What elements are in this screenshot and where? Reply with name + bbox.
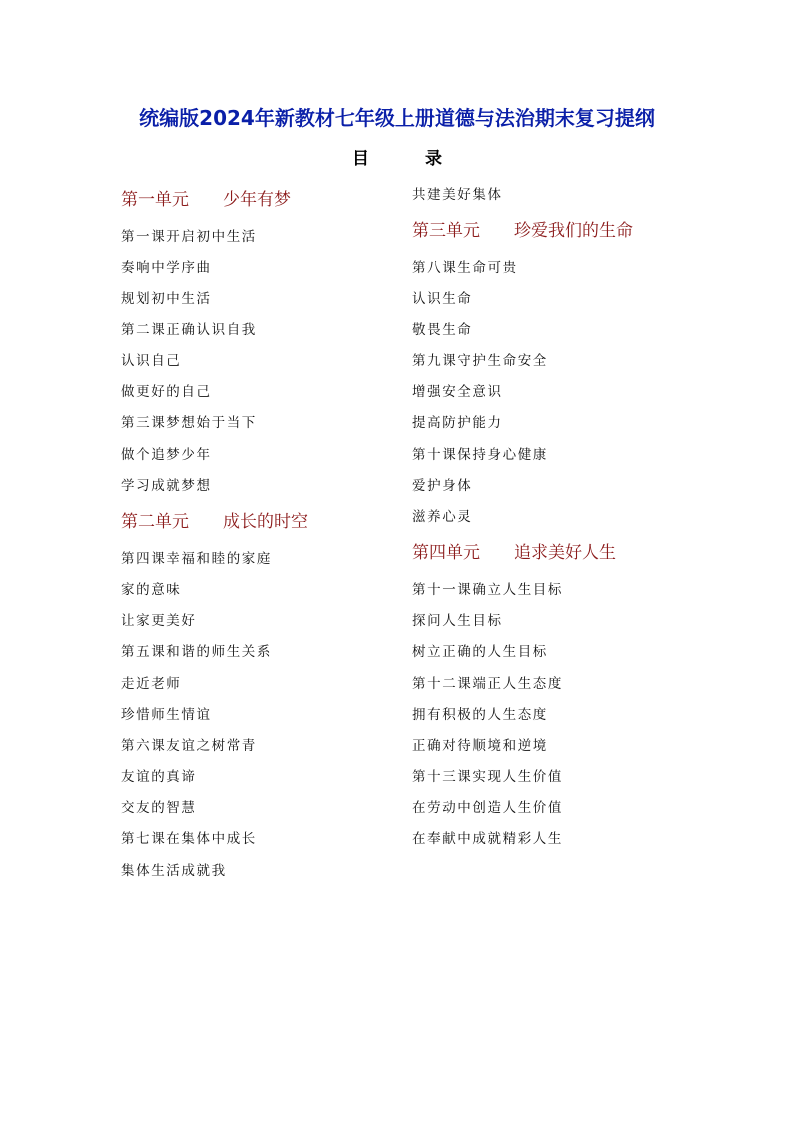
toc-item[interactable]: 探问人生目标 <box>412 613 503 629</box>
toc-item[interactable]: 共建美好集体 <box>412 187 503 203</box>
toc-item[interactable]: 走近老师 <box>121 676 182 692</box>
toc-item[interactable]: 第一课开启初中生活 <box>121 229 257 245</box>
toc-item[interactable]: 在劳动中创造人生价值 <box>412 800 563 816</box>
toc-item[interactable]: 认识生命 <box>412 291 473 307</box>
toc-item[interactable]: 树立正确的人生目标 <box>412 644 548 660</box>
unit-heading-3[interactable] <box>412 219 633 243</box>
toc-item[interactable]: 正确对待顺境和逆境 <box>412 738 548 754</box>
unit-heading-1[interactable] <box>121 188 291 212</box>
toc-item[interactable]: 第十三课实现人生价值 <box>412 769 563 785</box>
toc-item[interactable]: 认识自己 <box>121 353 182 369</box>
toc-item[interactable]: 第七课在集体中成长 <box>121 831 257 847</box>
toc-item[interactable]: 交友的智慧 <box>121 800 197 816</box>
toc-item[interactable]: 增强安全意识 <box>412 384 503 400</box>
toc-item[interactable]: 第二课正确认识自我 <box>121 322 257 338</box>
toc-heading-char-2: 录 <box>425 149 442 169</box>
toc-item[interactable]: 第八课生命可贵 <box>412 260 518 276</box>
toc-item[interactable]: 敬畏生命 <box>412 322 473 338</box>
toc-heading-char-1: 目 <box>352 149 369 169</box>
unit-name: 珍爱我们的生命 <box>514 221 633 241</box>
unit-heading-2[interactable] <box>121 510 308 534</box>
unit-number: 第一单元 <box>121 190 189 210</box>
toc-item[interactable]: 滋养心灵 <box>412 509 473 525</box>
toc-item[interactable]: 第九课守护生命安全 <box>412 353 548 369</box>
toc-item[interactable]: 第五课和谐的师生关系 <box>121 644 272 660</box>
unit-number: 第四单元 <box>412 543 480 563</box>
unit-number: 第三单元 <box>412 221 480 241</box>
toc-item[interactable]: 第三课梦想始于当下 <box>121 415 257 431</box>
toc-item[interactable]: 第十二课端正人生态度 <box>412 676 563 692</box>
toc-item[interactable]: 提高防护能力 <box>412 415 503 431</box>
toc-item[interactable]: 让家更美好 <box>121 613 197 629</box>
toc-item[interactable]: 第十一课确立人生目标 <box>412 582 563 598</box>
unit-name: 追求美好人生 <box>514 543 616 563</box>
toc-item[interactable]: 拥有积极的人生态度 <box>412 707 548 723</box>
toc-item[interactable]: 学习成就梦想 <box>121 478 212 494</box>
toc-item[interactable]: 友谊的真谛 <box>121 769 197 785</box>
unit-heading-4[interactable] <box>412 541 616 565</box>
toc-heading <box>0 147 794 171</box>
toc-item[interactable]: 第六课友谊之树常青 <box>121 738 257 754</box>
toc-item[interactable]: 在奉献中成就精彩人生 <box>412 831 563 847</box>
toc-item[interactable]: 奏响中学序曲 <box>121 260 212 276</box>
toc-item[interactable]: 集体生活成就我 <box>121 863 227 879</box>
toc-item[interactable]: 家的意味 <box>121 582 182 598</box>
toc-item[interactable]: 第四课幸福和睦的家庭 <box>121 551 272 567</box>
toc-item[interactable]: 第十课保持身心健康 <box>412 447 548 463</box>
unit-number: 第二单元 <box>121 512 189 532</box>
toc-item[interactable]: 规划初中生活 <box>121 291 212 307</box>
toc-item[interactable]: 珍惜师生情谊 <box>121 707 212 723</box>
toc-item[interactable]: 做个追梦少年 <box>121 447 212 463</box>
toc-item[interactable]: 做更好的自己 <box>121 384 212 400</box>
unit-name: 成长的时空 <box>223 512 308 532</box>
toc-item[interactable]: 爱护身体 <box>412 478 473 494</box>
document-title: 统编版2024年新教材七年级上册道德与法治期末复习提纲 <box>139 106 655 130</box>
unit-name: 少年有梦 <box>223 190 291 210</box>
